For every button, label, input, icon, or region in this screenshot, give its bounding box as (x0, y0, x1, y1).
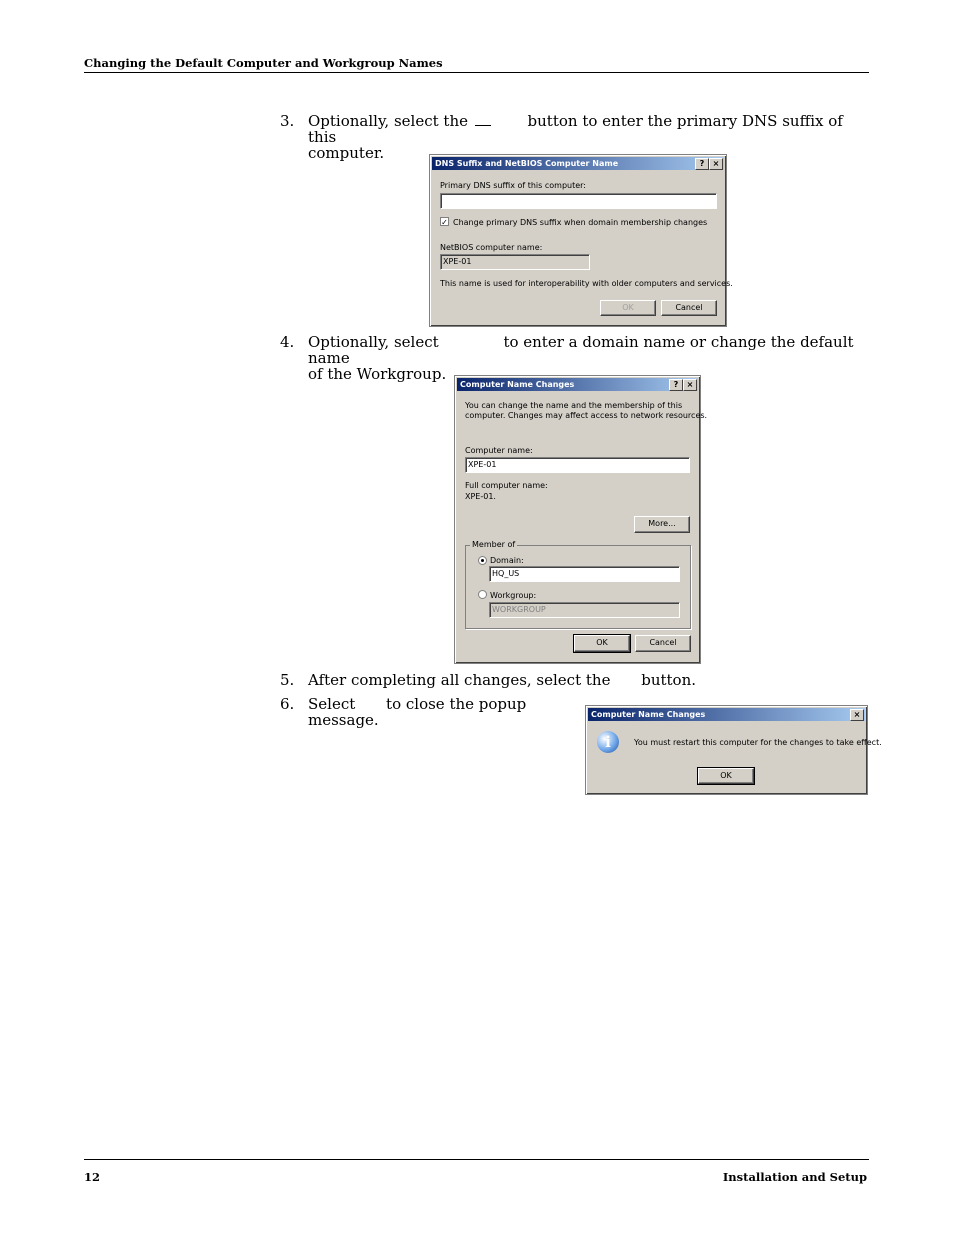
step-text: After completing all changes, select the (308, 671, 611, 689)
info-icon: i (597, 731, 619, 753)
netbios-label: NetBIOS computer name: (440, 243, 543, 252)
computer-name-input[interactable]: XPE-01 (465, 457, 690, 473)
full-name-value: XPE-01. (465, 492, 496, 501)
step-text: computer. (308, 144, 385, 162)
intro-text: You can change the name and the membership of this (465, 401, 683, 410)
full-name-label: Full computer name: (465, 481, 548, 490)
ok-button[interactable]: OK (600, 300, 656, 316)
dialog-title: DNS Suffix and NetBIOS Computer Name (435, 159, 619, 168)
workgroup-input: WORKGROUP (489, 602, 680, 618)
step-text: message. (308, 711, 379, 729)
close-icon[interactable]: × (850, 709, 864, 721)
step-text: button. (641, 671, 697, 689)
help-icon[interactable]: ? (695, 158, 709, 170)
computer-name-label: Computer name: (465, 446, 533, 455)
step-text: Optionally, select the (308, 112, 468, 130)
dns-suffix-dialog (429, 154, 733, 327)
footer-rule (84, 1159, 869, 1160)
dialog-title: Computer Name Changes (591, 710, 706, 719)
close-icon[interactable]: × (709, 158, 723, 170)
step-text: of the Workgroup. (308, 365, 447, 383)
footer-section: Installation and Setup (722, 1170, 867, 1184)
page-number: 12 (84, 1170, 101, 1184)
step-number: 4. (280, 333, 295, 351)
step-text: button to enter the primary DNS suffix of this (308, 112, 843, 146)
change-suffix-label: Change primary DNS suffix when domain membership changes (453, 218, 708, 227)
step-text: to enter a domain name or change the default name (308, 333, 854, 367)
domain-input[interactable]: HQ_US (489, 566, 680, 582)
change-suffix-checkbox[interactable]: ✓ (441, 218, 448, 227)
restart-message: You must restart this computer for the changes to take effect. (634, 738, 882, 747)
member-of-group (465, 540, 691, 629)
dialog-title: Computer Name Changes (460, 380, 575, 389)
step-number: 3. (280, 112, 295, 130)
restart-message-dialog (585, 705, 882, 795)
dns-suffix-input[interactable] (440, 193, 717, 209)
cancel-button[interactable]: Cancel (635, 635, 691, 652)
more-button[interactable]: More... (634, 516, 690, 533)
domain-label: Domain: (490, 556, 524, 565)
running-header: Changing the Default Computer and Workgroup Names (84, 56, 443, 70)
ok-button[interactable]: OK (698, 768, 754, 784)
ok-button[interactable]: OK (574, 635, 630, 652)
header-rule (84, 72, 869, 73)
blank-underline (475, 114, 491, 126)
dns-suffix-label: Primary DNS suffix of this computer: (440, 181, 587, 190)
computer-name-changes-dialog (454, 375, 708, 664)
step-text: Select (308, 695, 356, 713)
domain-radio[interactable] (478, 556, 487, 565)
workgroup-label: Workgroup: (490, 591, 537, 600)
close-icon[interactable]: × (683, 379, 697, 391)
help-icon[interactable]: ? (669, 379, 683, 391)
netbios-note: This name is used for interoperability with older computers and services. (440, 279, 733, 288)
cancel-button[interactable]: Cancel (661, 300, 717, 316)
step-text: to close the popup (386, 695, 527, 713)
intro-text: computer. Changes may affect access to network resources. (465, 411, 708, 420)
member-of-label: Member of (472, 540, 516, 549)
dialog-titlebar (457, 378, 698, 391)
dialog-titlebar (588, 708, 865, 721)
step-number: 6. (280, 695, 295, 713)
step-number: 5. (280, 671, 295, 689)
dialog-titlebar (432, 157, 724, 170)
netbios-field: XPE-01 (440, 254, 590, 270)
step-text: Optionally, select (308, 333, 439, 351)
workgroup-radio[interactable] (478, 590, 487, 599)
